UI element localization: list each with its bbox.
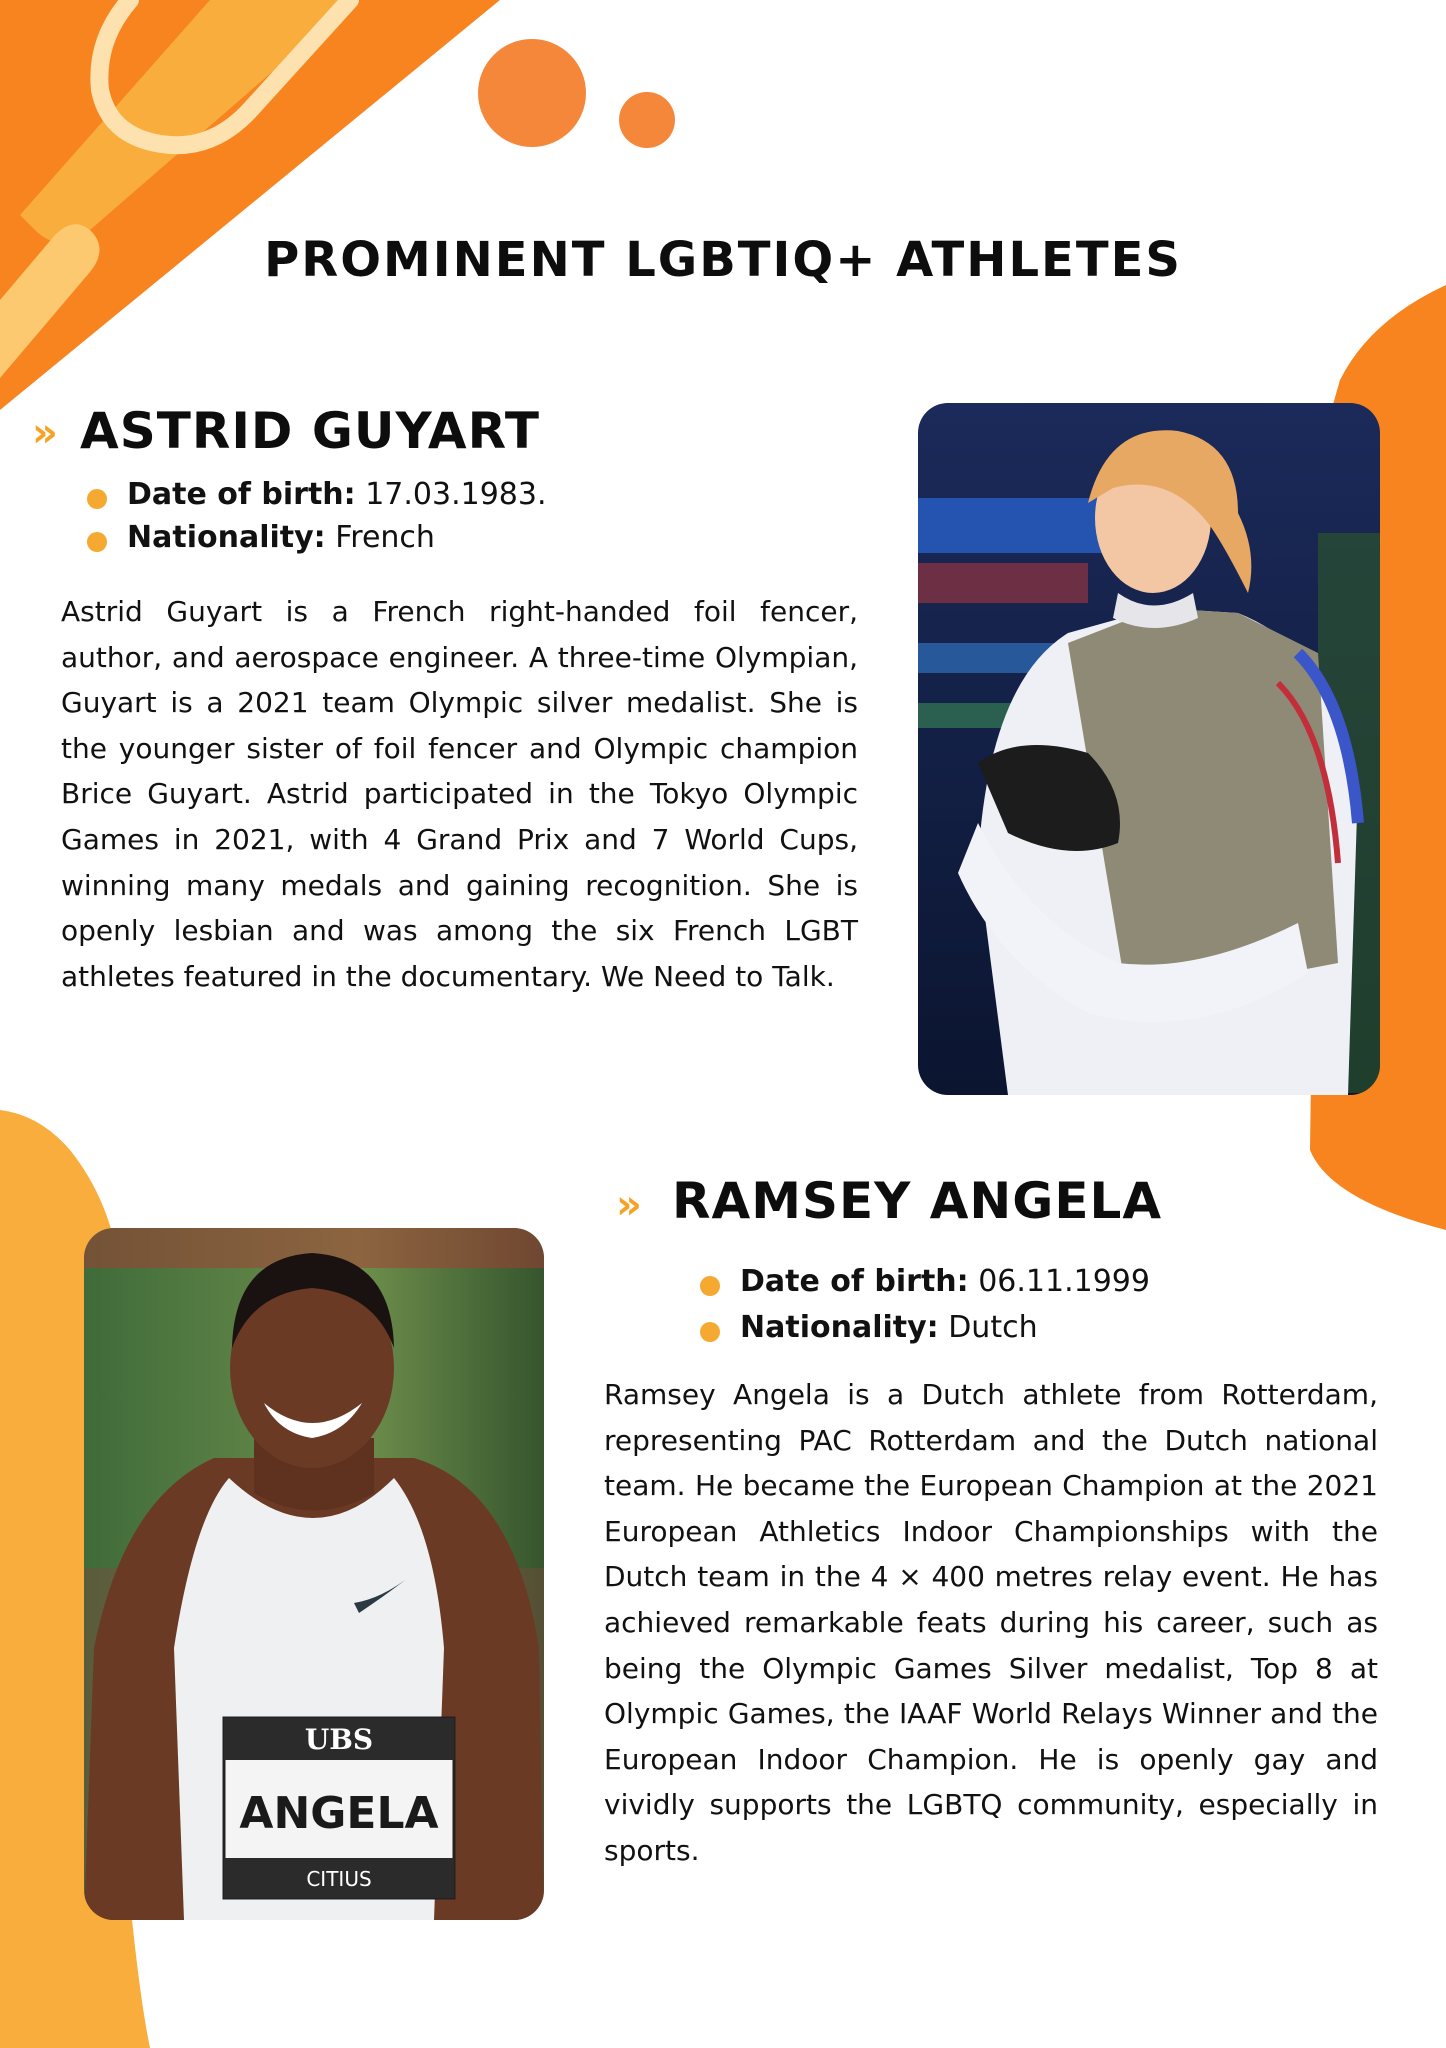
top-left-decoration <box>0 0 700 420</box>
athlete-bio: Ramsey Angela is a Dutch athlete from Rotterdam, representing PAC Rotterdam and the Dutch national team. He became the European Champion at the 2021 European Athletics Indoor Championships with the Dutch team in the 4 × 400 metres relay event. He has achieved remarkable feats during his career, such as being the Olympic Games Silver medalist, Top 8 at Olympic Games, the IAAF World Relays Winner and the European Indoor Champion. He is openly gay and vividly supports the LGBTQ community, especially in sports. <box>604 1378 1378 1867</box>
bib-sponsor: UBS <box>304 1723 374 1756</box>
nationality-label: Nationality: <box>740 1310 939 1345</box>
dob-label: Date of birth: <box>127 477 356 512</box>
bib-name: ANGELA <box>239 1788 439 1839</box>
page-title: PROMINENT LGBTIQ+ ATHLETES <box>264 232 1182 288</box>
athlete-name: ASTRID GUYART <box>80 402 540 460</box>
bullet-icon <box>87 489 107 509</box>
dob-row <box>740 1264 1150 1299</box>
nationality-row <box>740 1310 1038 1345</box>
bullet-icon <box>87 532 107 552</box>
athlete-name: RAMSEY ANGELA <box>672 1172 1163 1230</box>
nationality-row <box>127 520 435 555</box>
dob-label: Date of birth: <box>740 1264 969 1299</box>
dob-value: 17.03.1983. <box>365 477 547 512</box>
sprinter-photo <box>84 1228 544 1920</box>
bullet-icon <box>700 1322 720 1342</box>
chevron-icon: » <box>616 1182 642 1228</box>
nationality-label: Nationality: <box>127 520 326 555</box>
nationality-value: French <box>335 520 435 555</box>
nationality-value: Dutch <box>948 1310 1038 1345</box>
bullet-icon <box>700 1276 720 1296</box>
bib-footer: CITIUS <box>306 1867 372 1891</box>
dob-row <box>127 477 547 512</box>
chevron-icon: » <box>32 410 58 456</box>
athlete-bio: Astrid Guyart is a French right-handed foil fencer, author, and aerospace engineer. A three-time Olympian, Guyart is a 2021 team Olympic silver medalist. She is the younger sister of foil fencer and Olympic champion Brice Guyart. Astrid participated in the Tokyo Olympic Games in 2021, with 4 Grand Prix and 7 World Cups, winning many medals and gaining recognition. She is openly lesbian and was among the six French LGBT athletes featured in the documentary. We Need to Talk. <box>61 595 858 993</box>
fencer-photo <box>918 403 1380 1095</box>
dob-value: 06.11.1999 <box>978 1264 1150 1299</box>
